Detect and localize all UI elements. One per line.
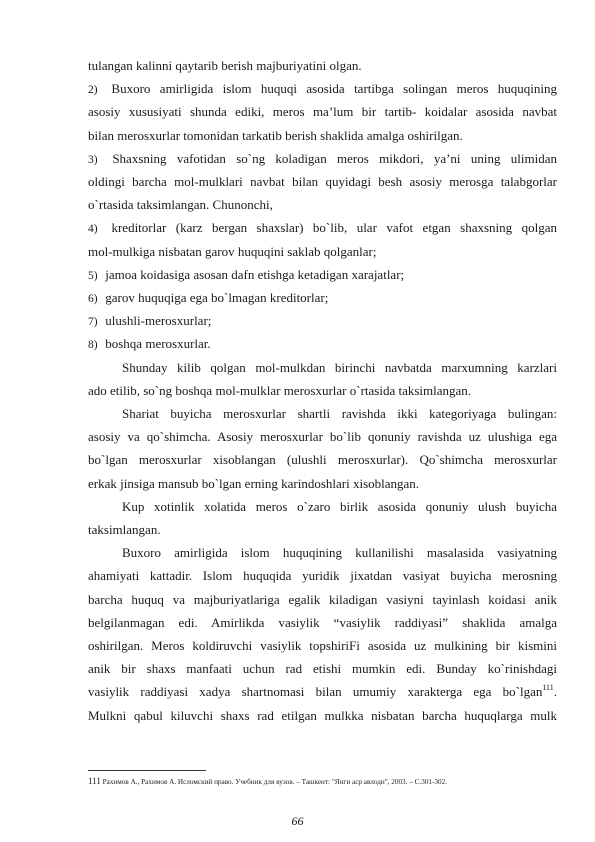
line-text: mol-mulkiga nisbatan garov huquqini saklab qolganlar;: [88, 243, 377, 259]
line-suffix: .: [553, 684, 557, 700]
footnote: [88, 776, 447, 787]
line-text: asosiy va qo`shimcha. Asosiy merosxurlar bo`lib qonuniy ravishda uz ulushiga ega: [88, 429, 557, 445]
footnote-number: 111: [88, 776, 101, 786]
footnote-reference: 111: [542, 683, 554, 693]
paragraph-line: [88, 476, 557, 492]
paragraph-line: [88, 615, 557, 631]
paragraph-line: [88, 58, 557, 74]
numbered-list-line: [88, 290, 557, 307]
line-text: Shaxsning vafotidan so`ng koladigan meros mikdori, ya’ni uning ulimidan: [112, 150, 558, 166]
line-text: ado etilib, so`ng boshqa mol-mulklar merosxurlar o`rtasida taksimlangan.: [88, 382, 472, 398]
line-text: belgilanmagan edi. Amirlikda vasiylik “vasiylik raddiyasi” shaklida amalga: [88, 614, 557, 630]
paragraph-line: [88, 244, 557, 260]
numbered-list-line: [88, 313, 557, 330]
line-text: bo`lgan merosxurlar xisoblangan (ulushli merosxurlar). Qo`shimcha merosxurlar: [88, 452, 557, 468]
line-text: Buxoro amirligida islom huquqi asosida tartibga solingan meros huquqining: [111, 81, 558, 97]
paragraph-line: [88, 128, 557, 144]
line-text: o`rtasida taksimlangan. Chunonchi,: [88, 197, 273, 213]
line-text: jamoa koidasiga asosan dafn etishga ketadigan xarajatlar;: [105, 266, 405, 282]
numbered-list-line: [88, 220, 557, 237]
line-text: asosiy xususiyati shunda ediki, meros ma’lum bir tartib- koidalar asosida navbat: [88, 104, 557, 120]
line-text: kreditorlar (karz bergan shaxslar) bo`lib, ular vafot etgan shaxsning qolgan: [111, 220, 557, 236]
numbered-list-line: [88, 336, 557, 353]
line-text: bilan merosxurlar tomonidan tarkatib berish shaklida amalga oshirilgan.: [88, 127, 463, 143]
paragraph-line: [88, 568, 557, 584]
list-number: 6): [88, 293, 98, 305]
numbered-list-line: [88, 151, 557, 168]
list-number: 7): [88, 316, 98, 329]
line-text: vasiylik raddiyasi xadya shartnomasi bilan umumiy xarakterga ega bo`lgan: [88, 684, 543, 700]
line-text: erkak jinsiga mansub bo`lgan erning karindoshlari xisoblangan.: [88, 475, 420, 491]
paragraph-line: [88, 545, 557, 561]
paragraph-line: [88, 708, 557, 724]
list-number: 5): [88, 269, 98, 282]
list-number: 2): [88, 84, 98, 97]
line-text: anik bir shaxs manfaati uchun rad etishi mumkin edi. Bunday ko`rinishdagi: [88, 661, 557, 677]
line-text: taksimlangan.: [88, 522, 161, 537]
paragraph-line: [88, 383, 557, 399]
line-text: tulangan kalinni qaytarib berish majburiyatini olgan.: [88, 58, 362, 73]
list-number: 4): [88, 223, 98, 236]
paragraph-line: [88, 661, 557, 677]
paragraph-line: [88, 429, 557, 445]
line-text: barcha huquq va majburiyatlariga egalik kiladigan vasiyni tayinlash koidasi anik: [88, 591, 557, 607]
line-text: Kup xotinlik xolatida meros o`zaro birlik asosida qonuniy ulush buyicha: [122, 498, 557, 514]
paragraph-line: [88, 104, 557, 120]
paragraph-line: [88, 592, 557, 608]
line-text: boshqa merosxurlar.: [105, 336, 211, 352]
numbered-list-line: [88, 267, 557, 284]
line-text: oshirilgan. Meros koldiruvchi vasiylik topshiriFi asosida uz mulkining bir kismini: [88, 638, 557, 653]
paragraph-line: [88, 197, 557, 213]
list-number: 8): [88, 339, 98, 352]
numbered-list-line: [88, 81, 557, 98]
paragraph-line: [88, 360, 557, 376]
line-text: Buxoro amirligida islom huquqining kullanilishi masalasida vasiyatning: [122, 545, 557, 561]
line-text: Shunday kilib qolgan mol-mulkdan birinchi navbatda marxumning karzlari: [122, 359, 557, 375]
paragraph-line: [88, 638, 557, 654]
paragraph-line: [88, 522, 557, 538]
line-text: garov huquqiga ega bo`lmagan kreditorlar;: [105, 290, 329, 305]
list-number: 3): [88, 153, 98, 166]
paragraph-line: [88, 406, 557, 422]
paragraph-line: [88, 684, 557, 700]
line-text: ahamiyati kattadir. Islom huquqida yuridik jixatdan vasiyat buyicha merosning: [88, 568, 557, 584]
paragraph-line: [88, 452, 557, 468]
footnote-separator: [88, 770, 206, 771]
page-number: 66: [291, 814, 304, 828]
line-text: Shariat buyicha merosxurlar shartli ravishda ikki kategoriyaga bulingan:: [122, 406, 557, 421]
line-text: oldingi barcha mol-mulklari navbat bilan quyidagi besh asosiy merosga talabgorlar: [88, 174, 557, 189]
line-text: ulushli-merosxurlar;: [105, 313, 212, 329]
paragraph-line: [88, 499, 557, 515]
paragraph-line: [88, 174, 557, 190]
footnote-text: Рахимов А., Рахимов А. Исломский право. Учебник для вузов. – Ташкент: "Янги аср авлоди", 2003. – С.301-302.: [102, 778, 447, 786]
line-text: Mulkni qabul kiluvchi shaxs rad etilgan mulkka nisbatan barcha huquqlarga mulk: [88, 707, 557, 723]
